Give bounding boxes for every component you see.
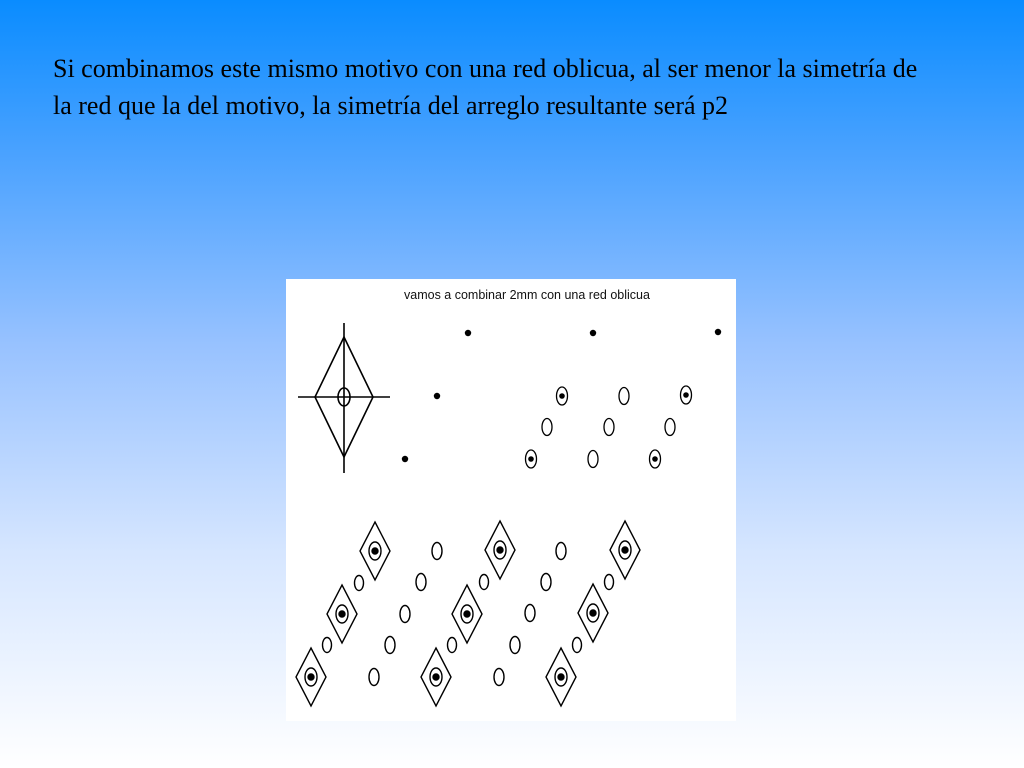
diamond-eye-motif (485, 521, 515, 579)
oval-motif (355, 576, 364, 591)
oval-motif (605, 575, 614, 590)
lattice-point (465, 330, 471, 336)
oval-motif (510, 637, 520, 654)
diamond-eye-motif (296, 648, 326, 706)
lattice-point (434, 393, 440, 399)
oval-motif (400, 606, 410, 623)
figure-caption: vamos a combinar 2mm con una red oblicua (404, 288, 650, 302)
oval-motif (619, 388, 629, 405)
diamond-eye-motif (452, 585, 482, 643)
combined-pattern-p2 (296, 521, 640, 706)
oval-motif (369, 669, 379, 686)
oval-motif (323, 638, 332, 653)
oval-motif (416, 574, 426, 591)
oval-motif (385, 637, 395, 654)
oval-motif (541, 574, 551, 591)
diamond-eye-motif (421, 648, 451, 706)
oval-motif (448, 638, 457, 653)
diamond-eye-motif (327, 585, 357, 643)
oval-motif (480, 575, 489, 590)
diamond-eye-motif (546, 648, 576, 706)
oval-motif (432, 543, 442, 560)
oval-motif (665, 419, 675, 436)
diamond-eye-motif (578, 584, 608, 642)
oval-motif (542, 419, 552, 436)
diamond-eye-motif (610, 521, 640, 579)
oval-motif (588, 451, 598, 468)
oval-motif (494, 669, 504, 686)
lattice-point (402, 456, 408, 462)
slide-body-text: Si combinamos este mismo motivo con una red oblicua, al ser menor la simetría de la red que la del motivo, la simetría del arreglo resultante será p2 (53, 54, 918, 120)
lattice-figure-svg (286, 279, 736, 721)
eye-motif (557, 387, 568, 405)
oval-motif (525, 605, 535, 622)
diamond-eye-motif (360, 522, 390, 580)
oval-motif (604, 419, 614, 436)
oval-motif (573, 638, 582, 653)
oval-motif (556, 543, 566, 560)
partial-combination (526, 386, 692, 468)
lattice-point (590, 330, 596, 336)
motif-2mm (298, 323, 390, 473)
lattice-point (715, 329, 721, 335)
lattice-figure (286, 279, 736, 721)
